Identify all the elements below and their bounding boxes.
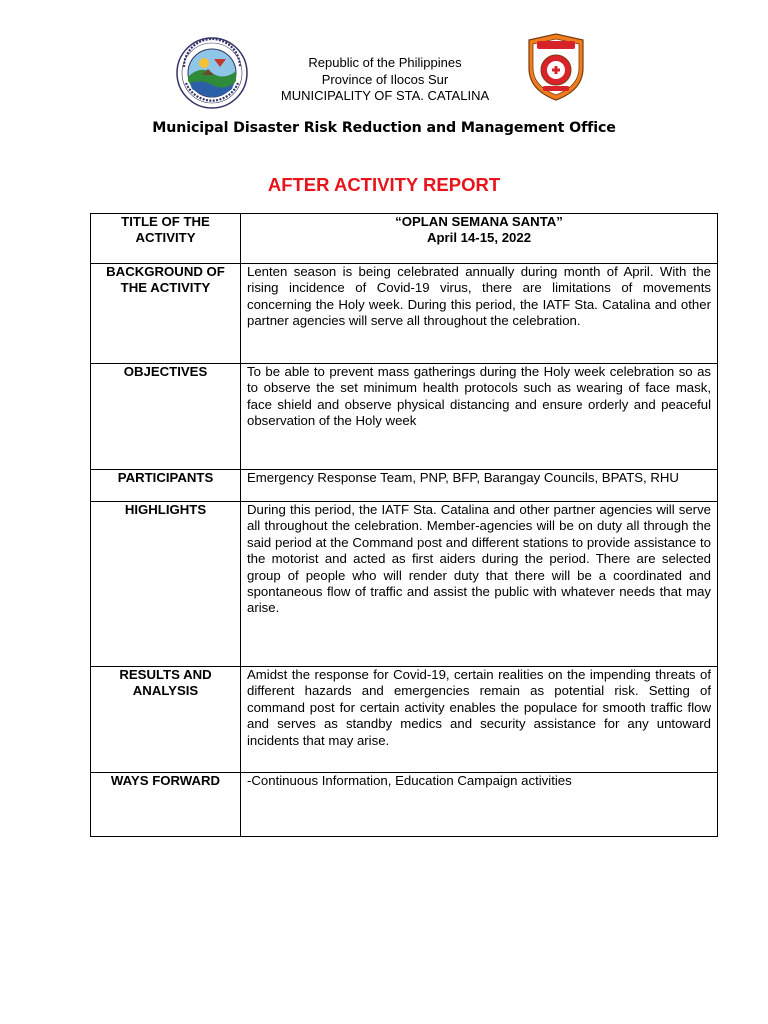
mdrrmc-rescue-badge-icon xyxy=(523,32,589,102)
table-row-results xyxy=(91,667,718,773)
table-row-participants xyxy=(91,470,718,502)
letterhead xyxy=(230,55,540,105)
row-label-highlights: HIGHLIGHTS xyxy=(91,502,241,667)
municipality-line: MUNICIPALITY OF STA. CATALINA xyxy=(280,88,490,103)
row-label-results: RESULTS AND ANALYSIS xyxy=(91,667,241,773)
highlights-text: During this period, the IATF Sta. Catalina and other partner agencies will serve all throughout the celebration. Member-agencies will be on duty all through the said period at the Command post and different stations to provide assistance to the motorist and acted as first aiders during the period. There are selected group of people who will render duty that there will be a coordinated and spontaneous flow of traffic and assist the public with whatever needs that may arise. xyxy=(241,502,718,667)
report-table xyxy=(90,213,718,837)
republic-line: Republic of the Philippines xyxy=(308,55,462,70)
table-row-title xyxy=(91,214,718,264)
row-label-objectives: OBJECTIVES xyxy=(91,364,241,470)
results-text: Amidst the response for Covid-19, certain realities on the impending threats of different hazards and emergencies remain as potential risk. Setting of command post for certain activity enables the populace for smooth traffic flow and serves as standby medics and security assistance for any untoward incidents that may arise. xyxy=(241,667,718,773)
participants-text: Emergency Response Team, PNP, BFP, Barangay Councils, BPATS, RHU xyxy=(241,470,718,502)
row-label-ways-forward: WAYS FORWARD xyxy=(91,773,241,837)
report-title: AFTER ACTIVITY REPORT xyxy=(267,174,501,195)
activity-date: April 14-15, 2022 xyxy=(426,230,532,246)
activity-title-cell xyxy=(241,214,718,264)
background-text: Lenten season is being celebrated annually during month of April. With the rising incidence of Covid-19 virus, there are limitations of movements concerning the Holy week. During this period, the IATF Sta. Catalina and other partner agencies will serve all throughout the celebration. xyxy=(241,264,718,364)
office-name: Municipal Disaster Risk Reduction and Management Office xyxy=(152,120,616,136)
row-label-background: BACKGROUND OF THE ACTIVITY xyxy=(91,264,241,364)
ways-forward-text: -Continuous Information, Education Campaign activities xyxy=(241,773,718,837)
table-row-highlights xyxy=(91,502,718,667)
table-row-background xyxy=(91,264,718,364)
table-row-objectives xyxy=(91,364,718,470)
province-line: Province of Ilocos Sur xyxy=(321,71,449,87)
row-label-title: TITLE OF THE ACTIVITY xyxy=(91,214,241,264)
activity-name: “OPLAN SEMANA SANTA” xyxy=(395,214,563,229)
row-label-participants: PARTICIPANTS xyxy=(91,470,241,502)
objectives-text: To be able to prevent mass gatherings during the Holy week celebration so as to observe the set minimum health protocols such as wearing of face mask, face shield and observe physical distancing and ensure orderly and peaceful observation of the Holy week xyxy=(241,364,718,470)
table-row-ways-forward xyxy=(91,773,718,837)
